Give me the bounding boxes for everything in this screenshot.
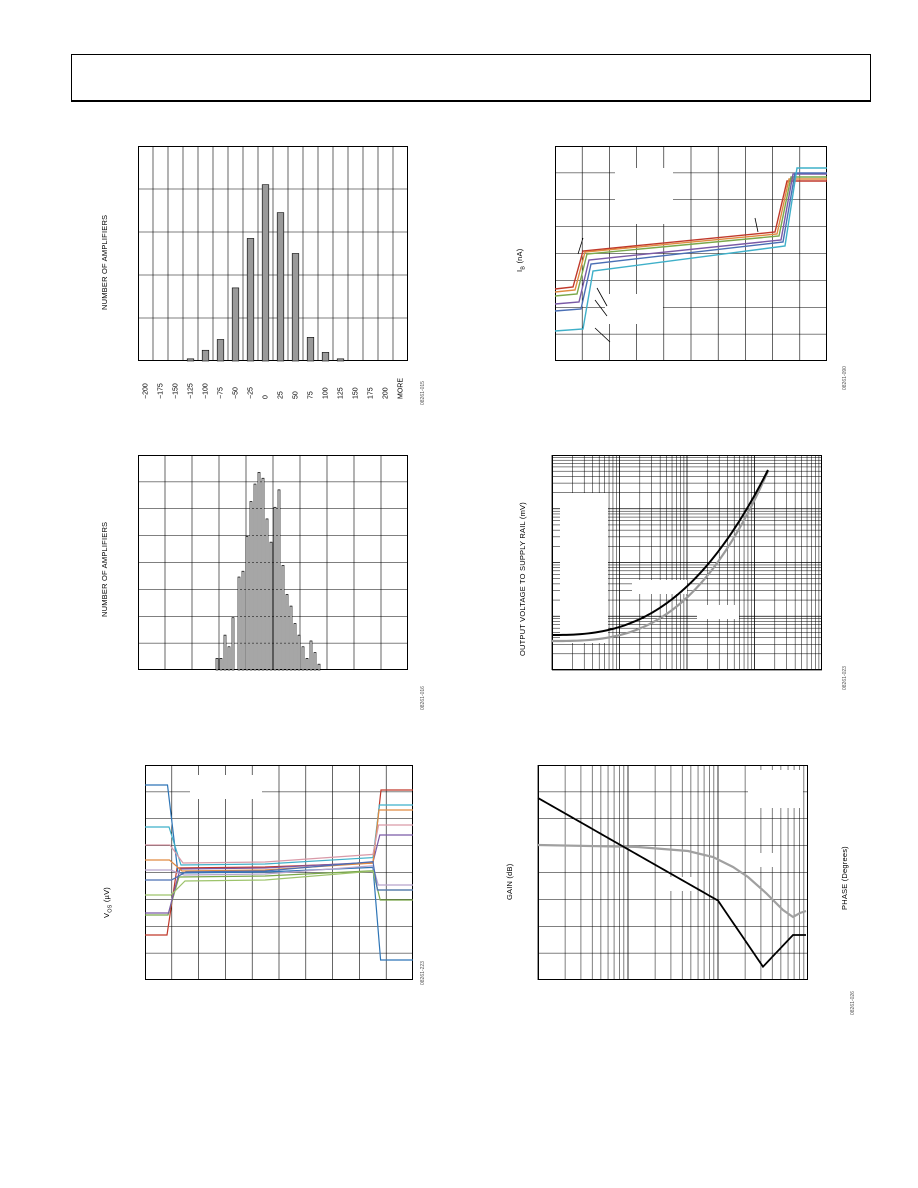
- figure-id: 08261-223: [420, 961, 426, 985]
- page-header-box: [71, 54, 871, 102]
- histogram-bar: [322, 352, 329, 361]
- legend-area: [753, 853, 778, 867]
- histogram-bar: [224, 635, 226, 670]
- x-tick-label: −200: [142, 383, 150, 399]
- figure-id: 08261-023: [842, 666, 848, 690]
- legend-area: [632, 580, 687, 594]
- histogram-bar: [278, 490, 280, 670]
- y-axis-label: GAIN (dB): [505, 863, 514, 900]
- x-tick-label: −150: [172, 383, 180, 399]
- x-tick-label: 75: [307, 391, 315, 399]
- histogram-bar: [286, 594, 288, 670]
- histogram-bar: [232, 618, 234, 670]
- histogram-2-chart: [138, 455, 410, 675]
- x-tick-label: 0: [262, 395, 270, 399]
- legend-area: [190, 775, 262, 799]
- legend-area: [670, 877, 695, 891]
- x-tick-label: −100: [202, 383, 210, 399]
- x-tick-label: MORE: [397, 378, 405, 399]
- histogram-bar: [314, 653, 316, 670]
- histogram-bar: [294, 624, 296, 670]
- y-axis-label: OUTPUT VOLTAGE TO SUPPLY RAIL (mV): [518, 502, 527, 656]
- histogram-bar: [220, 658, 222, 670]
- annotation-arrow: [595, 328, 610, 342]
- ib-chart: [555, 146, 829, 364]
- legend-area: [748, 770, 803, 808]
- x-tick-label: 150: [352, 387, 360, 399]
- y-axis-label: $V_{OS}$ (µV): [102, 887, 114, 918]
- vos-chart: [145, 765, 413, 980]
- figure-id: 08261-090: [842, 366, 848, 390]
- figure-id: 08261-016: [420, 686, 426, 710]
- x-tick-label: 25: [277, 391, 285, 399]
- x-tick-label: 175: [367, 387, 375, 399]
- histogram-1-chart: [138, 146, 410, 399]
- y-axis-label: NUMBER OF AMPLIFIERS: [100, 214, 109, 310]
- histogram-bar: [202, 350, 209, 361]
- y-axis-label-right: PHASE (Degrees): [840, 846, 849, 910]
- histogram-bar: [306, 658, 308, 670]
- histogram-bar: [216, 658, 218, 670]
- x-tick-label: −175: [157, 383, 165, 399]
- histogram-bar: [246, 536, 248, 670]
- histogram-bar: [337, 359, 344, 361]
- histogram-bar: [290, 606, 292, 670]
- histogram-bar: [258, 472, 260, 670]
- histogram-bar: [274, 507, 276, 670]
- histogram-bar: [262, 478, 264, 670]
- histogram-bar: [242, 571, 244, 670]
- histogram-bar: [217, 340, 224, 362]
- histogram-bar: [310, 641, 312, 670]
- x-tick-label: 200: [382, 387, 390, 399]
- histogram-bar: [232, 288, 239, 361]
- histogram-bar: [254, 484, 256, 670]
- y-axis-label: $I_B$ (nA): [515, 248, 527, 272]
- x-tick-label: −50: [232, 387, 240, 399]
- histogram-bar: [292, 254, 299, 362]
- legend-area: [615, 168, 673, 224]
- histogram-bar: [187, 359, 194, 361]
- histogram-bar: [298, 635, 300, 670]
- x-tick-label: −75: [217, 387, 225, 399]
- figure-id: 08261-015: [420, 381, 426, 405]
- histogram-bar: [228, 647, 230, 670]
- annotation-arrow: [755, 218, 758, 232]
- x-tick-label: −125: [187, 383, 195, 399]
- histogram-bar: [262, 185, 269, 361]
- legend-area: [697, 605, 739, 619]
- vout-chart: [552, 455, 822, 670]
- histogram-bar: [302, 647, 304, 670]
- histogram-bar: [277, 213, 284, 361]
- histogram-bar: [282, 565, 284, 670]
- figure-id: 08261-026: [850, 991, 856, 1015]
- x-tick-label: −25: [247, 387, 255, 399]
- histogram-bar: [270, 542, 272, 670]
- legend-area: [605, 294, 663, 324]
- x-tick-label: 125: [337, 387, 345, 399]
- x-tick-label: 100: [322, 387, 330, 399]
- x-tick-label: 50: [292, 391, 300, 399]
- y-axis-label: NUMBER OF AMPLIFIERS: [100, 521, 109, 617]
- legend-area: [560, 493, 608, 643]
- histogram-bar: [238, 577, 240, 670]
- histogram-bar: [307, 337, 314, 361]
- histogram-bar: [318, 664, 320, 670]
- histogram-bar: [266, 519, 268, 670]
- histogram-bar: [250, 501, 252, 670]
- histogram-bar: [247, 238, 254, 361]
- gain-phase-chart: [538, 765, 808, 980]
